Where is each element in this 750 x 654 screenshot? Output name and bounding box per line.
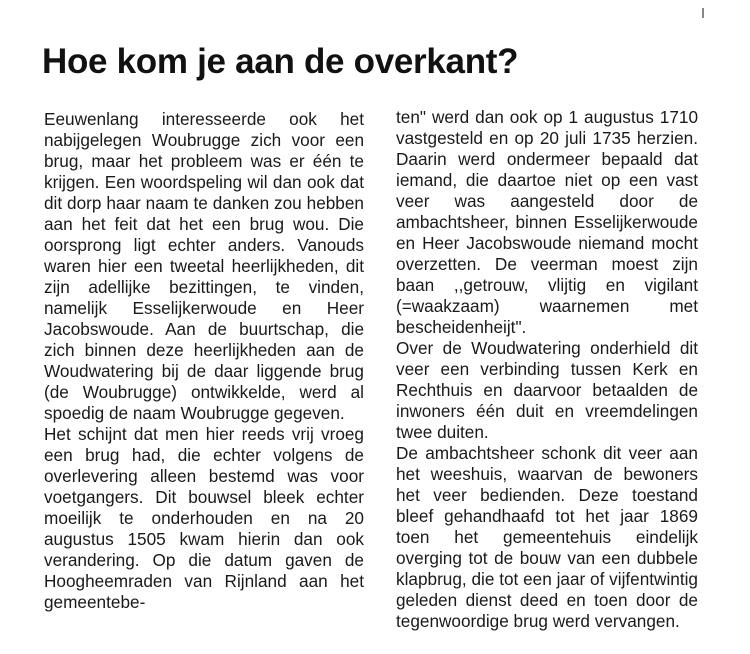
left-paragraph-1: Eeuwenlang interesseerde ook het nabijgelegen Woubrugge zich voor een brug, maar het probleem was er één te krijgen. Een woordspeling wil dan ook dat dit dorp haar naam te danken zou hebben aan het feit dat het een brug wou. Die oorsprong ligt echter anders. Vanouds waren hier een tweetal heerlijkheden, dit zijn adellijke bezittingen, te vinden, namelijk Esselijkerwoude en Heer Jacobswoude. Aan de buurtschap, die zich binnen deze heerlijkheden aan de Woudwatering bij de daar liggende brug (de Woubrugge) ontwikkelde, werd al spoedig de naam Woubrugge gegeven.: [44, 109, 364, 423]
right-column: [396, 107, 698, 632]
right-paragraph-2: Over de Woudwatering onderhield dit veer een verbinding tussen Kerk en Rechthuis en daarvoor betaalden de inwoners één duit en vreemdelingen twee duiten.: [396, 338, 698, 442]
right-paragraph-3: De ambachtsheer schonk dit veer aan het weeshuis, waarvan de bewoners het veer bedienden. Deze toestand bleef gehandhaafd tot het jaar 1869 toen het gemeentehuis eindelijk overging tot de bouw van een dubbele klapbrug, die tot een jaar of vijfentwintig geleden dienst deed en toen door de tegenwoordige brug werd vervangen.: [396, 443, 698, 631]
left-paragraph-2: Het schijnt dat men hier reeds vrij vroeg een brug had, die echter volgens de overlevering alleen bestemd was voor voetgangers. Dit bouwsel bleek echter moeilijk te onderhouden en na 20 augustus 1505 kwam hierin dan ook verandering. Op die datum gaven de Hoogheemraden van Rijnland aan het gemeentebe-: [44, 424, 364, 612]
right-paragraph-1: ten" werd dan ook op 1 augustus 1710 vastgesteld en op 20 juli 1735 herzien. Daarin werd ondermeer bepaald dat iemand, die daartoe niet op een vast veer was aangesteld door de ambachtsheer, binnen Esselijkerwoude en Heer Jacobswoude niemand mocht overzetten. De veerman moest zijn baan ,,getrouw, vlijtig en vigilant (=waakzaam) waarnemen met bescheidenheijt".: [396, 107, 698, 337]
left-column: [44, 109, 364, 613]
scan-mark: [702, 8, 704, 18]
article-title: Hoe kom je aan de overkant?: [42, 42, 519, 81]
